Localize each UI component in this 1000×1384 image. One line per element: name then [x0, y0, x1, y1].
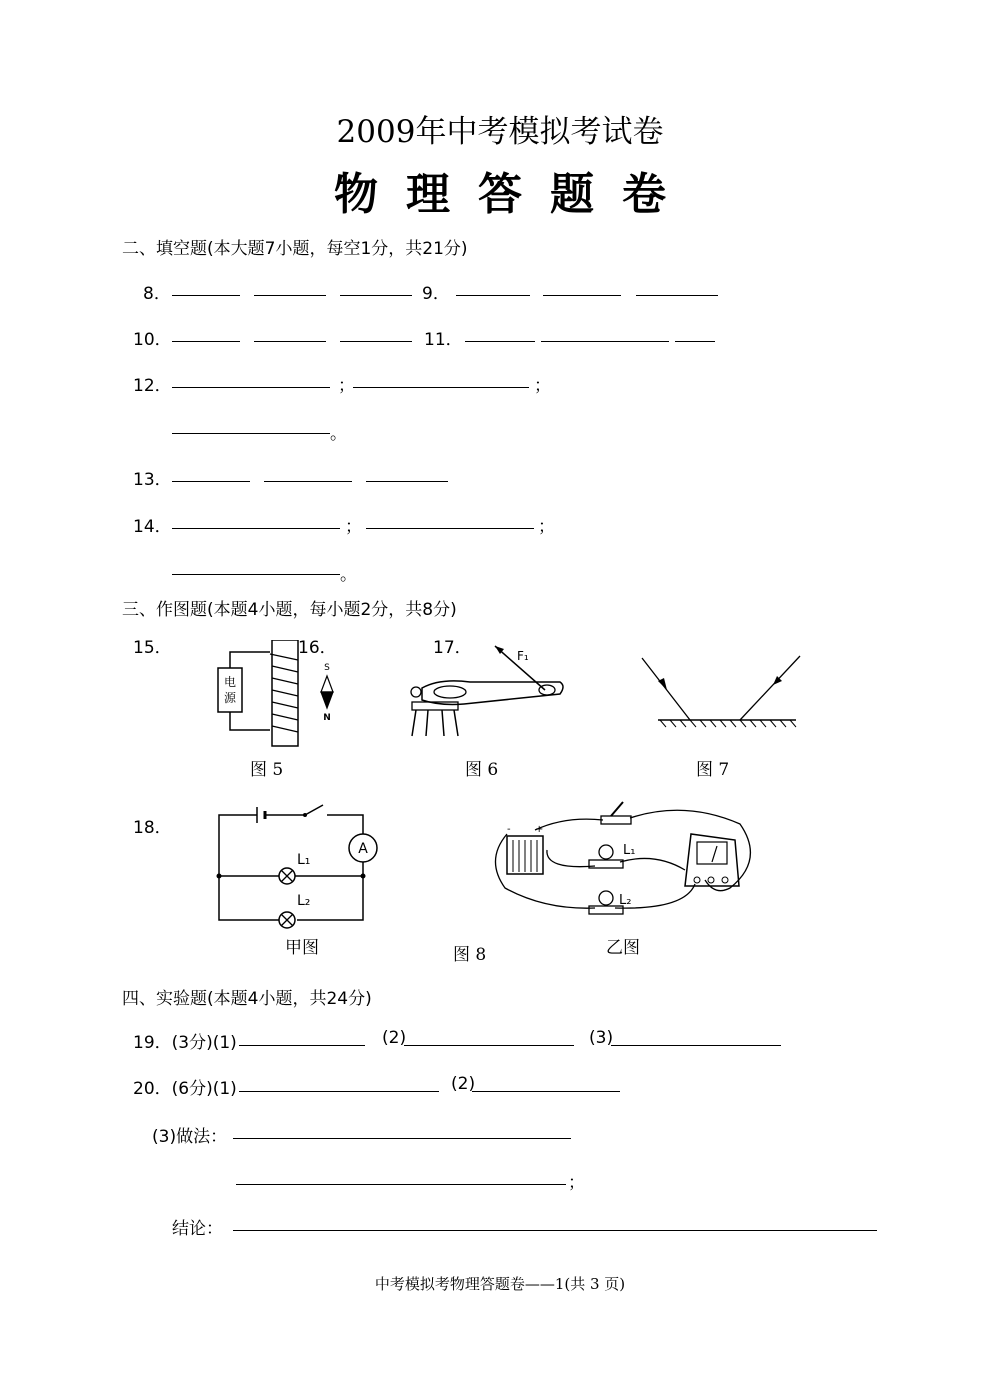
q13-blank-1[interactable] — [172, 481, 250, 482]
figure8-physical-circuit — [485, 800, 765, 930]
q20-label: 20．(6分)(1) — [133, 1079, 237, 1099]
q12-blank-3[interactable] — [172, 433, 330, 434]
q19-blank-2[interactable] — [404, 1045, 574, 1046]
battery-plus-label: + — [535, 824, 544, 835]
page-footer: 中考模拟考物理答题卷——1(共 3 页) — [374, 1275, 626, 1293]
q10-label: 10． — [133, 330, 172, 350]
q11-blank-3[interactable] — [675, 341, 715, 342]
lamp-l1-label: L₁ — [297, 852, 311, 868]
diagram-b-caption: 乙图 — [606, 938, 640, 958]
section4-heading: 四、实验题(本题4小题，共24分) — [122, 989, 372, 1009]
q18-label: 18． — [133, 818, 172, 838]
q20-part2-label: (2) — [451, 1074, 476, 1094]
compass-n-label: N — [323, 713, 331, 723]
figure5-electromagnet — [210, 640, 340, 750]
q14-blank-1[interactable] — [172, 528, 340, 529]
battery-minus-label: - — [507, 824, 511, 835]
section2-heading: 二、填空题(本大题7小题，每空1分，共21分) — [122, 239, 468, 259]
q13-blank-2[interactable] — [264, 481, 352, 482]
ammeter-a-label: A — [358, 841, 368, 857]
q12-end: 。 — [330, 424, 347, 444]
q12-sep-1: ； — [338, 376, 355, 396]
q20-method-label: (3)做法： — [152, 1127, 228, 1147]
compass-s-label: S — [324, 663, 330, 673]
q8-blank-2[interactable] — [254, 295, 326, 296]
q17-label: 17． — [433, 638, 472, 658]
q12-blank-2[interactable] — [353, 387, 529, 388]
power-label-top: 电 — [223, 675, 237, 689]
q14-end: 。 — [340, 565, 357, 585]
q20-method-end: ； — [568, 1173, 585, 1193]
q14-sep-1: ； — [345, 517, 362, 537]
q20-method-blank-1[interactable] — [233, 1138, 571, 1139]
figure8-caption: 图 8 — [453, 945, 487, 965]
q14-label: 14． — [133, 517, 172, 537]
q13-label: 13． — [133, 470, 172, 490]
q8-blank-3[interactable] — [340, 295, 412, 296]
figure6-caption: 图 6 — [465, 760, 499, 780]
q13-blank-3[interactable] — [366, 481, 448, 482]
diagram-a-caption: 甲图 — [285, 938, 319, 958]
q9-label: 9． — [422, 284, 450, 304]
q9-blank-2[interactable] — [543, 295, 621, 296]
q10-blank-2[interactable] — [254, 341, 326, 342]
q14-sep-2: ； — [538, 517, 555, 537]
figure6-lever — [400, 638, 570, 744]
q12-sep-2: ； — [534, 376, 551, 396]
q9-blank-1[interactable] — [456, 295, 530, 296]
q11-blank-2[interactable] — [541, 341, 669, 342]
figure7-caption: 图 7 — [696, 760, 730, 780]
lamp-l2-symbol — [277, 908, 301, 932]
q20-conclusion-blank[interactable] — [233, 1230, 877, 1231]
q19-part3-label: (3) — [589, 1028, 614, 1048]
q19-label: 19．(3分)(1) — [133, 1033, 237, 1053]
power-label-bottom: 源 — [223, 691, 237, 705]
q8-label: 8． — [143, 284, 171, 304]
q12-blank-1[interactable] — [172, 387, 330, 388]
q11-blank-1[interactable] — [465, 341, 535, 342]
q8-blank-1[interactable] — [172, 295, 240, 296]
figure5-caption: 图 5 — [250, 760, 284, 780]
q20-method-blank-2[interactable] — [236, 1184, 566, 1185]
physical-l1-label: L₁ — [623, 843, 636, 858]
q19-blank-3[interactable] — [611, 1045, 781, 1046]
physical-l2-label: L₂ — [619, 893, 632, 908]
q19-blank-1[interactable] — [239, 1045, 365, 1046]
force-f1-label: F₁ — [517, 649, 529, 663]
q16-label: 16． — [298, 638, 337, 658]
q15-label: 15． — [133, 638, 172, 658]
q10-blank-1[interactable] — [172, 341, 240, 342]
q14-blank-2[interactable] — [366, 528, 534, 529]
lamp-l2-label: L₂ — [297, 893, 311, 909]
q19-part2-label: (2) — [382, 1028, 407, 1048]
figure7-reflection — [640, 650, 810, 730]
q10-blank-3[interactable] — [340, 341, 412, 342]
q20-conclusion-label: 结论： — [172, 1219, 223, 1239]
exam-title: 2009年中考模拟考试卷 — [336, 114, 664, 150]
q20-blank-1[interactable] — [239, 1091, 439, 1092]
q11-label: 11． — [424, 330, 463, 350]
q14-blank-3[interactable] — [172, 574, 340, 575]
q12-label: 12． — [133, 376, 172, 396]
q20-blank-2[interactable] — [472, 1091, 620, 1092]
answer-sheet-title: 物理答题卷 — [334, 169, 694, 220]
section3-heading: 三、作图题(本题4小题，每小题2分，共8分) — [122, 600, 457, 620]
q9-blank-3[interactable] — [636, 295, 718, 296]
